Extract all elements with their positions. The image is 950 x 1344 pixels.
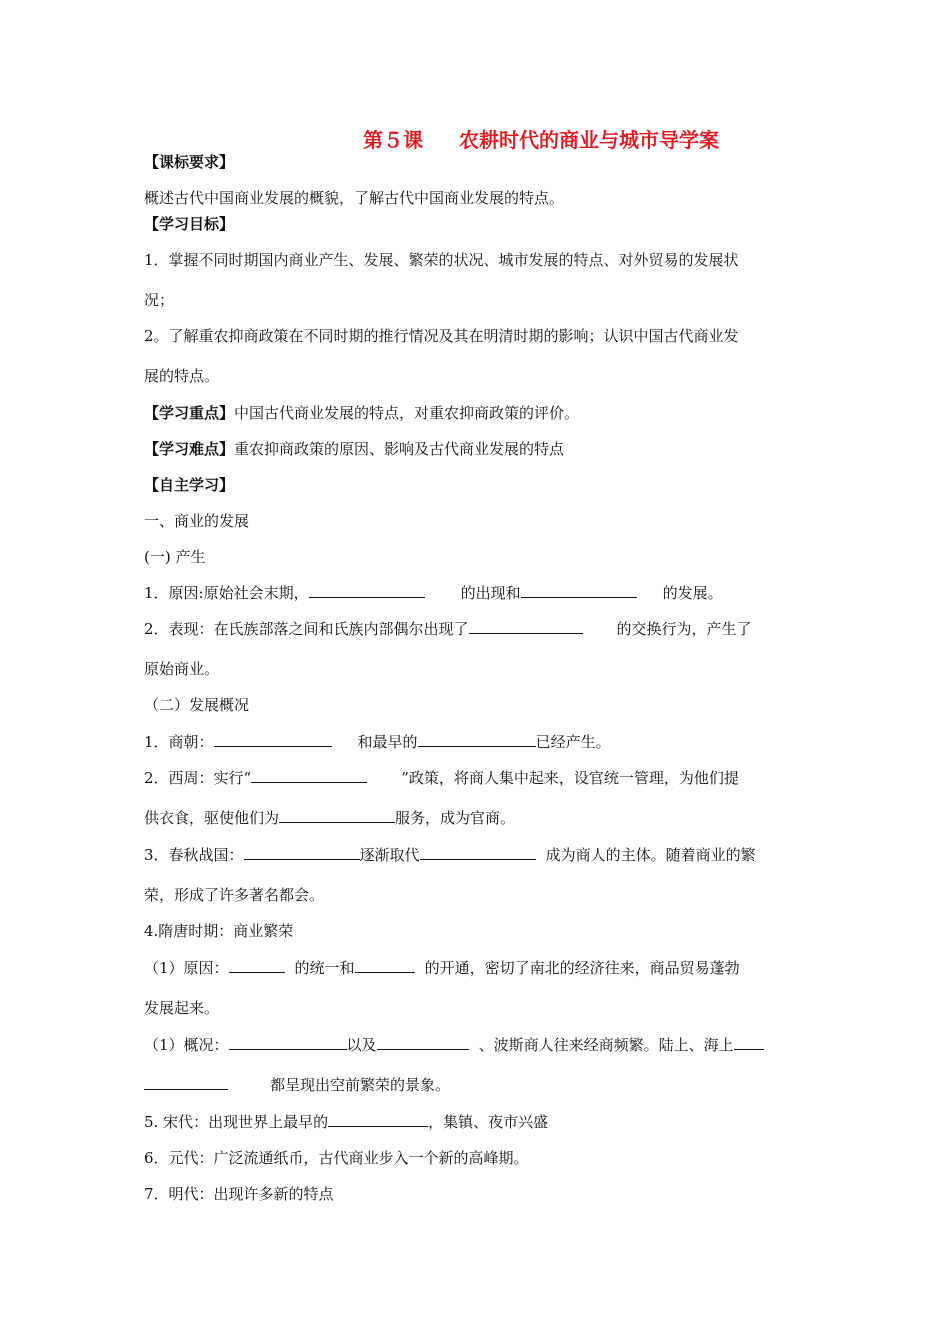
page-title bbox=[363, 124, 719, 153]
fill-blank[interactable] bbox=[144, 1075, 228, 1090]
heading-zhongdian: 【学习重点】 bbox=[144, 404, 235, 422]
heading-kebiao: 【课标要求】 bbox=[144, 153, 235, 171]
s1-1-b: 的出现和 bbox=[460, 584, 521, 602]
nandian-line bbox=[144, 439, 564, 459]
s2-4-1-b: 的统一和 bbox=[294, 959, 355, 977]
s2-3-a: 3．春秋战国： bbox=[144, 846, 244, 864]
subsection-1: (一) 产生 bbox=[144, 548, 206, 566]
s1-1-c: 的发展。 bbox=[662, 584, 723, 602]
heading-zizhu: 【自主学习】 bbox=[144, 476, 235, 494]
heading-nandian: 【学习难点】 bbox=[144, 440, 235, 458]
nandian-text: 重农抑商政策的原因、影响及古代商业发展的特点 bbox=[234, 440, 565, 458]
s2-item-4: 4.隋唐时期：商业繁荣 bbox=[144, 922, 294, 940]
s2-item-4-2-cont bbox=[144, 1075, 450, 1095]
s2-item-2-cont bbox=[144, 808, 515, 828]
s2-4-2-d: 都呈现出空前繁荣的景象。 bbox=[270, 1076, 451, 1094]
s1-2-b: 的交换行为，产生了 bbox=[616, 620, 752, 638]
s2-3-b: 逐渐取代 bbox=[359, 846, 420, 864]
s2-item-4-2 bbox=[144, 1035, 764, 1055]
fill-blank[interactable] bbox=[420, 845, 536, 860]
fill-blank[interactable] bbox=[355, 958, 415, 973]
fill-blank[interactable] bbox=[469, 619, 583, 634]
s2-item-3 bbox=[144, 845, 756, 865]
mubiao-2b: 展的特点。 bbox=[144, 367, 220, 385]
s2-4-2-a: （1）概况： bbox=[144, 1036, 229, 1054]
fill-blank[interactable] bbox=[279, 808, 395, 823]
s1-1-a: 1．原因:原始社会末期， bbox=[144, 584, 309, 602]
s2-item-4-1-cont: 发展起来。 bbox=[144, 999, 220, 1017]
heading-mubiao: 【学习目标】 bbox=[144, 215, 235, 233]
mubiao-1a: 1．掌握不同时期国内商业产生、发展、繁荣的状况、城市发展的特点、对外贸易的发展状 bbox=[144, 251, 739, 269]
kebiao-text: 概述古代中国商业发展的概貌，了解古代中国商业发展的特点。 bbox=[144, 189, 565, 207]
s2-2-b: ”政策，将商人集中起来，设官统一管理，为他们提 bbox=[401, 769, 739, 787]
title-text: 农耕时代的商业与城市导学案 bbox=[459, 128, 719, 152]
fill-blank[interactable] bbox=[328, 1112, 428, 1127]
fill-blank[interactable] bbox=[244, 845, 360, 860]
s1-item-1 bbox=[144, 583, 723, 603]
s1-item-2 bbox=[144, 619, 752, 639]
mubiao-1b: 况； bbox=[144, 291, 175, 309]
fill-blank[interactable] bbox=[251, 768, 367, 783]
subsection-2: （二）发展概况 bbox=[144, 696, 250, 714]
s2-4-2-c: 、波斯商人往来经商频繁。陆上、海上 bbox=[478, 1036, 734, 1054]
fill-blank[interactable] bbox=[734, 1035, 764, 1050]
fill-blank[interactable] bbox=[214, 732, 332, 747]
s2-item-6: 6．元代：广泛流通纸币，古代商业步入一个新的高峰期。 bbox=[144, 1149, 529, 1167]
zhongdian-line bbox=[144, 403, 579, 423]
fill-blank[interactable] bbox=[521, 583, 637, 598]
s2-5-a: 5. 宋代：出现世界上最早的 bbox=[144, 1113, 329, 1131]
s2-2-a: 2．西周：实行“ bbox=[144, 769, 252, 787]
zhongdian-text: 中国古代商业发展的特点，对重农抑商政策的评价。 bbox=[234, 404, 580, 422]
s2-item-1 bbox=[144, 732, 611, 752]
fill-blank[interactable] bbox=[377, 1035, 469, 1050]
s2-item-4-1 bbox=[144, 958, 740, 978]
s2-item-5 bbox=[144, 1112, 548, 1132]
s2-5-b: ，集镇、夜市兴盛 bbox=[428, 1113, 549, 1131]
s2-1-c: 已经产生。 bbox=[535, 733, 611, 751]
s2-1-b: 和最早的 bbox=[357, 733, 418, 751]
fill-blank[interactable] bbox=[309, 583, 425, 598]
s2-item-2 bbox=[144, 768, 739, 788]
s2-1-a: 1．商朝： bbox=[144, 733, 214, 751]
fill-blank[interactable] bbox=[229, 958, 285, 973]
s2-3-c: 成为商人的主体。随着商业的繁 bbox=[545, 846, 756, 864]
s1-item-2-cont: 原始商业。 bbox=[144, 660, 220, 678]
s2-item-7: 7．明代：出现许多新的特点 bbox=[144, 1185, 334, 1203]
fill-blank[interactable] bbox=[229, 1035, 347, 1050]
s2-4-1-a: （1）原因： bbox=[144, 959, 229, 977]
s2-4-2-b: 以及 bbox=[346, 1036, 377, 1054]
mubiao-2a: 2。了解重农抑商政策在不同时期的推行情况及其在明清时期的影响；认识中国古代商业发 bbox=[144, 327, 739, 345]
s2-2-c: 供衣食，驱使他们为 bbox=[144, 809, 280, 827]
section-1: 一、商业的发展 bbox=[144, 512, 250, 530]
fill-blank[interactable] bbox=[418, 732, 536, 747]
s2-item-3-cont: 荣，形成了许多著名都会。 bbox=[144, 886, 325, 904]
s2-4-1-c: 的开通，密切了南北的经济往来，商品贸易蓬勃 bbox=[424, 959, 740, 977]
s2-2-d: 服务，成为官商。 bbox=[395, 809, 516, 827]
s1-2-a: 2．表现：在氏族部落之间和氏族内部偶尔出现了 bbox=[144, 620, 469, 638]
title-lesson: 第５课 bbox=[363, 128, 423, 152]
